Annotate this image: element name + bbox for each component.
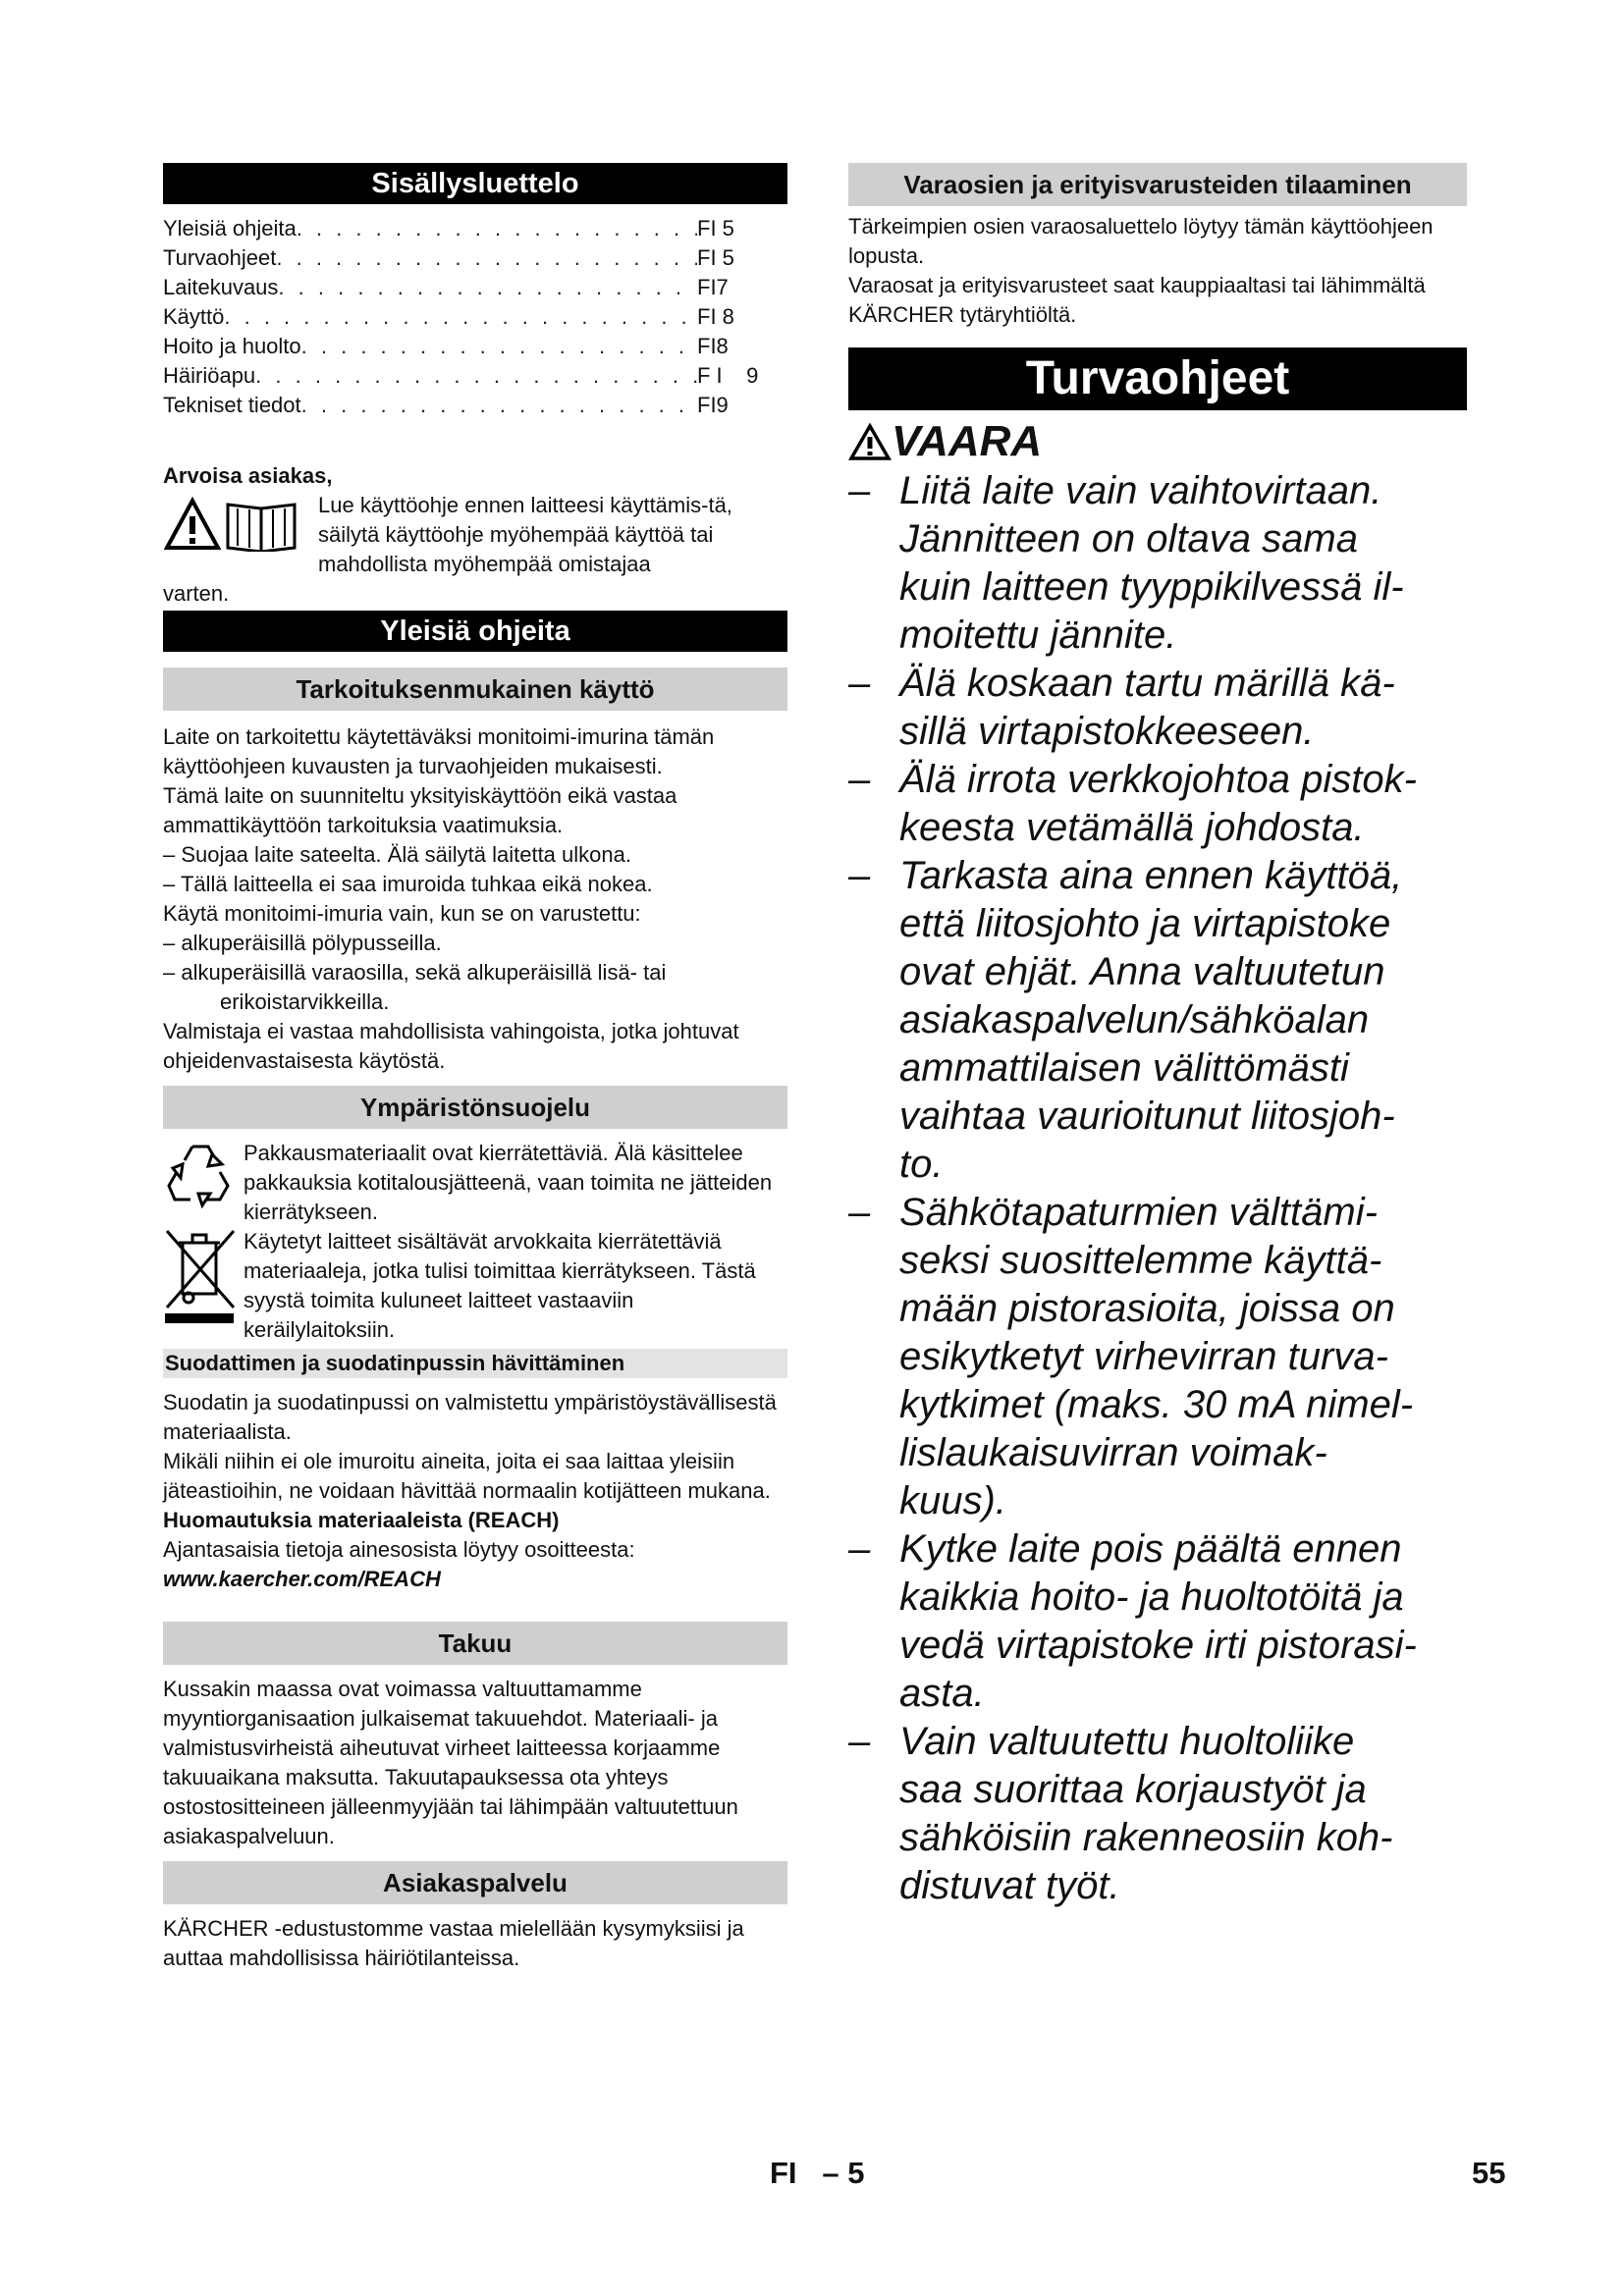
intended-use-body bbox=[163, 722, 787, 1076]
safety-item: – Älä koskaan tartu märillä kä- sillä virtapistokkeeseen. bbox=[848, 662, 1395, 753]
toc-item[interactable]: Tekniset tiedot . . . FI9 bbox=[163, 391, 787, 420]
safety-item: – Liitä laite vain vaihtovirtaan. Jännitteen on oltava sama kuin laitteen tyyppikilvessä il- moitettu jännite. bbox=[848, 469, 1404, 657]
filter-disposal-title: Suodattimen ja suodatinpussin hävittäminen bbox=[163, 1349, 787, 1378]
intro-heading: Arvoisa asiakas, bbox=[163, 463, 333, 488]
recycle-text: Pakkausmateriaalit ovat kierrätettäviä. Älä käsittelee pakkauksia kotitalousjätteenä, vaan toimita ne jätteiden kierrätykseen. bbox=[244, 1141, 773, 1224]
reach-url[interactable]: www.kaercher.com/REACH bbox=[163, 1567, 441, 1591]
toc-item[interactable]: Käyttö . . . FI 8 bbox=[163, 302, 787, 332]
left-column bbox=[163, 163, 787, 1973]
intended-use-b3: – alkuperäisillä pölypusseilla. bbox=[163, 931, 442, 955]
intended-use-b2: – Tällä laitteella ei saa imuroida tuhkaa eikä nokea. bbox=[163, 872, 653, 896]
toc-title: Sisällysluettelo bbox=[163, 163, 787, 204]
weee-bin-icon bbox=[163, 1227, 244, 1330]
intended-use-p1: Laite on tarkoitettu käytettäväksi monitoimi-imurina tämän käyttöohjeen kuvausten ja turvaohjeiden mukaisesti. bbox=[163, 724, 715, 778]
filter-p2: Mikäli niihin ei ole imuroitu aineita, joita ei saa laittaa yleisiin jäteastioihin, ne voidaan hävittää normaalin kotijätteen mukana. bbox=[163, 1449, 771, 1503]
reach-title: Huomautuksia materiaaleista (REACH) bbox=[163, 1508, 560, 1532]
warranty-text: Kussakin maassa ovat voimassa valtuuttamamme myyntiorganisaation julkaisemat takuuehdot. Materiaali- ja valmistusvirheistä aiheutuvat virheet laitteessa korjaamme takuuaikana maksutta. Takuutapauksessa ota yhteys ostostositteineen jälleenmyyjään tai lähimpään valtuutettuun asiakaspalveluun. bbox=[163, 1677, 738, 1848]
intro-tail: varten. bbox=[163, 581, 230, 606]
toc-item[interactable]: Yleisiä ohjeita . . . FI 5 bbox=[163, 214, 787, 243]
safety-item: – Sähkötapaturmien välttämi- seksi suosittelemme käyttä- mään pistorasioita, joissa on esikytketyt virhevirran turva- kytkimet (maks. 30 mA nimel- lislaukaisuvirran voimak- kuus). bbox=[848, 1191, 1414, 1522]
safety-list bbox=[848, 467, 1467, 1910]
intended-use-p3: Käytä monitoimi-imuria vain, kun se on varustettu: bbox=[163, 901, 641, 926]
intended-use-title: Tarkoituksenmukainen käyttö bbox=[163, 667, 787, 711]
general-title: Yleisiä ohjeita bbox=[163, 611, 787, 652]
filter-disposal-body bbox=[163, 1388, 787, 1594]
danger-label: VAARA bbox=[848, 416, 1467, 467]
warning-triangle-icon bbox=[848, 422, 892, 461]
safety-item: – Vain valtuutettu huoltoliike saa suorittaa korjaustyöt ja sähköisiin rakenneosiin koh- distuvat työt. bbox=[848, 1720, 1393, 1907]
safety-item: – Älä irrota verkkojohtoa pistok- keesta vetämällä johdosta. bbox=[848, 758, 1417, 849]
toc-list bbox=[163, 214, 787, 420]
parts-title: Varaosien ja erityisvarusteiden tilaaminen bbox=[848, 163, 1467, 206]
warning-book-icon bbox=[163, 491, 318, 557]
parts-p2: Varaosat ja erityisvarusteet saat kauppiaaltasi tai lähimmältä KÄRCHER tytäryhtiöltä. bbox=[848, 273, 1426, 327]
environment-body bbox=[163, 1139, 787, 1345]
toc-item[interactable]: Turvaohjeet . . . FI 5 bbox=[163, 243, 787, 273]
right-column bbox=[848, 163, 1467, 1910]
intro-text: Lue käyttöohje ennen laitteesi käyttämis-tä, säilytä käyttöohje myöhempää käyttöä tai mahdollista myöhempää omistajaa bbox=[318, 493, 732, 576]
intended-use-p4: Valmistaja ei vastaa mahdollisista vahingoista, jotka johtuvat ohjeidenvastaisesta käytöstä. bbox=[163, 1019, 739, 1073]
recycle-icon bbox=[163, 1139, 244, 1214]
customer-service-text: KÄRCHER -edustustomme vastaa mielellään kysymyksiisi ja auttaa mahdollisissa häiriötilanteissa. bbox=[163, 1916, 744, 1970]
footer-section-code: FI – 5 bbox=[770, 2156, 865, 2190]
reach-text: Ajantasaisia tietoja ainesosista löytyy osoitteesta: bbox=[163, 1537, 635, 1562]
intended-use-p2: Tämä laite on suunniteltu yksityiskäyttöön eikä vastaa ammattikäyttöön tarkoituksia vaatimuksia. bbox=[163, 783, 677, 837]
warranty-title: Takuu bbox=[163, 1622, 787, 1665]
filter-p1: Suodatin ja suodatinpussi on valmistettu ympäristöystävällisestä materiaalista. bbox=[163, 1390, 777, 1444]
weee-text: Käytetyt laitteet sisältävät arvokkaita kierrätettäviä materiaaleja, jotka tulisi toimittaa kierrätykseen. Tästä syystä toimita kuluneet laitteet vastaaviin keräilylaitoksiin. bbox=[244, 1229, 756, 1342]
safety-title: Turvaohjeet bbox=[848, 347, 1467, 410]
safety-item: – Kytke laite pois päältä ennen kaikkia hoito- ja huoltotöitä ja vedä virtapistoke irti pistorasi- asta. bbox=[848, 1527, 1417, 1715]
toc-item[interactable]: Laitekuvaus . . . FI7 bbox=[163, 273, 787, 302]
safety-item: – Tarkasta aina ennen käyttöä, että liitosjohto ja virtapistoke ovat ehjät. Anna valtuutetun asiakaspalvelun/sähköalan ammattilaisen välittömästi vaihtaa vaurioitunut liitosjoh- to. bbox=[848, 854, 1403, 1186]
intended-use-b4: – alkuperäisillä varaosilla, sekä alkuperäisillä lisä- tai bbox=[163, 960, 667, 985]
intended-use-b4b: erikoistarvikkeilla. bbox=[220, 989, 390, 1014]
intro-section bbox=[163, 461, 787, 609]
customer-service-title: Asiakaspalvelu bbox=[163, 1861, 787, 1904]
toc-item[interactable]: Häiriöapu . . . F I 9 bbox=[163, 361, 787, 391]
intended-use-b1: – Suojaa laite sateelta. Älä säilytä laitetta ulkona. bbox=[163, 842, 631, 867]
footer-page-number: 55 bbox=[1472, 2156, 1506, 2190]
environment-title: Ympäristönsuojelu bbox=[163, 1086, 787, 1129]
parts-p1: Tärkeimpien osien varaosaluettelo löytyy tämän käyttöohjeen lopusta. bbox=[848, 214, 1434, 268]
toc-item[interactable]: Hoito ja huolto . . . FI8 bbox=[163, 332, 787, 361]
